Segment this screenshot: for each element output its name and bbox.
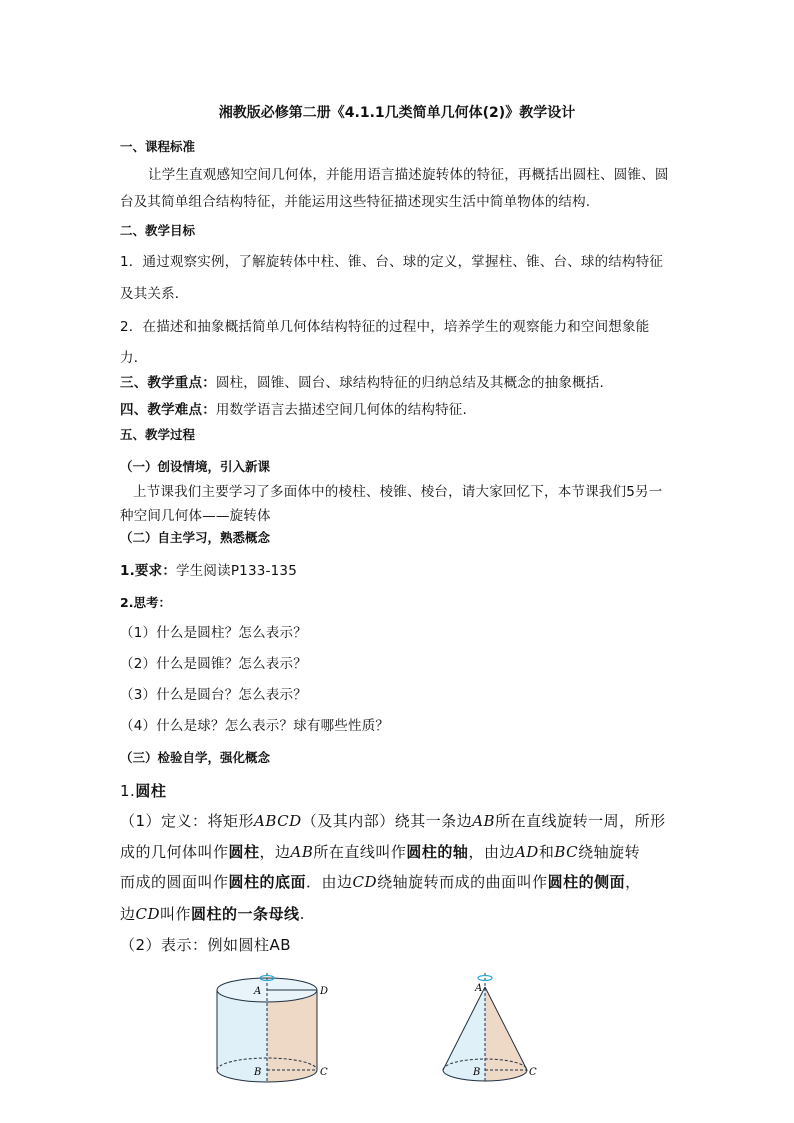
section-4-difficulties [120,400,467,420]
section-5-heading: 五、教学过程 [120,427,196,442]
question-2: （2）什么是圆锥？怎么表示？ [120,656,307,672]
cylinder-title: 圆柱 [135,782,167,800]
requirement [120,561,297,581]
s3-text: 圆柱，圆锥、圆台、球结构特征的归纳总结及其概念的抽象概括. [215,375,604,391]
section-3-key-points [120,373,604,393]
cylinder-number: 1. [120,782,136,800]
req-text: 学生阅读P133-135 [176,563,297,579]
cylinder-figure [205,965,330,1090]
cylinder-label-c: C [320,1067,328,1078]
def2-bold-2: 圆柱的轴 [406,843,469,861]
def2-bold-1: 圆柱 [228,843,260,861]
s4-label: 四、教学难点： [120,402,216,418]
goal-2a: 2．在描述和抽象概括简单几何体结构特征的过程中，培养学生的观察能力和空间想象能 [120,319,650,335]
def1-abcd: ABCD [254,812,302,830]
question-3: （3）什么是圆台？怎么表示？ [120,687,307,703]
s1-line2: 台及其简单组合结构特征，并能运用这些特征描述现实生活中简单物体的结构. [120,194,591,210]
def1-ab: AB [472,812,496,830]
definition-line-2 [120,840,640,864]
def3-text-a: 而成的圆面叫作 [120,873,229,891]
def2-text-a: 成的几何体叫作 [120,843,229,861]
def2-text-c: 所在直线叫作 [313,843,407,861]
def3-cd: CD [352,873,378,891]
cylinder-label-d: D [320,986,329,997]
def4-text-a: 边 [120,905,136,923]
goal-1b: 及其关系． [120,286,189,302]
cylinder-label-b: B [254,1067,262,1078]
def4-cd: CD [135,905,161,923]
def3-bold-2: 圆柱的侧面 [547,873,626,891]
cone-label-b: B [473,1067,481,1078]
section-1-heading: 一、课程标准 [120,139,196,154]
part-3-heading: （三）检验自学，强化概念 [120,750,271,765]
cylinder-rectangle-face [267,990,317,1082]
definition-line-1 [120,809,666,833]
cone-label-a: A [475,983,483,994]
def3-text-d: ， [625,873,641,891]
think-label: 2.思考： [120,595,171,610]
req-label: 1.要求： [120,563,177,579]
def2-text-f: 绕轴旋转 [578,843,641,861]
representation-line: （2）表示：例如圆柱AB [120,936,292,954]
cylinder-label-a: A [254,986,262,997]
question-4: （4）什么是球？怎么表示？球有哪些性质？ [120,718,390,734]
s1-line1: 让学生直观感知空间几何体，并能用语言描述旋转体的特征，再概括出圆柱、圆锥、圆 [148,167,669,183]
cylinder-heading [120,779,166,803]
def3-text-b: ．由边 [306,873,353,891]
s3-label: 三、教学重点： [120,375,216,391]
p1-line1: 上节课我们主要学习了多面体中的棱柱、棱锥、棱台，请大家回忆下，本节课我们5另一 [133,484,663,500]
def2-text-d: ，由边 [468,843,515,861]
cone-triangle-face [485,987,527,1081]
def1-text-c: 所在直线旋转一周，所形 [495,812,666,830]
def2-ab: AB [290,843,314,861]
part-1-heading: （一）创设情境，引入新课 [120,459,271,474]
definition-line-3 [120,870,641,894]
def4-bold: 圆柱的一条母线 [191,905,300,923]
definition-line-4 [120,902,305,926]
page-title: 湘教版必修第二册《4.1.1几类简单几何体(2)》教学设计 [218,105,576,121]
cone-figure [435,965,545,1090]
part-2-heading: （二）自主学习，熟悉概念 [120,530,271,545]
s4-text: 用数学语言去描述空间几何体的结构特征. [215,402,467,418]
def4-text-c: . [299,905,305,923]
cone-label-c: C [529,1067,537,1078]
goal-2b: 力． [120,350,148,366]
def2-bc: BC [554,843,579,861]
p1-line2: 种空间几何体——旋转体 [120,508,271,524]
section-2-heading: 二、教学目标 [120,223,196,238]
def2-text-b: ，边 [259,843,291,861]
goal-1a: 1．通过观察实例，了解旋转体中柱、锥、台、球的定义，掌握柱、锥、台、球的结构特征 [120,254,664,270]
def1-text-a: （1）定义：将矩形 [120,812,255,830]
question-1: （1）什么是圆柱？怎么表示？ [120,625,307,641]
def3-bold-1: 圆柱的底面 [228,873,307,891]
def4-text-b: 叫作 [160,905,192,923]
def2-ad: AD [514,843,539,861]
def3-text-c: 绕轴旋转而成的曲面叫作 [377,873,548,891]
def2-text-e: 和 [538,843,555,861]
def1-text-b: （及其内部）绕其一条边 [301,812,473,830]
